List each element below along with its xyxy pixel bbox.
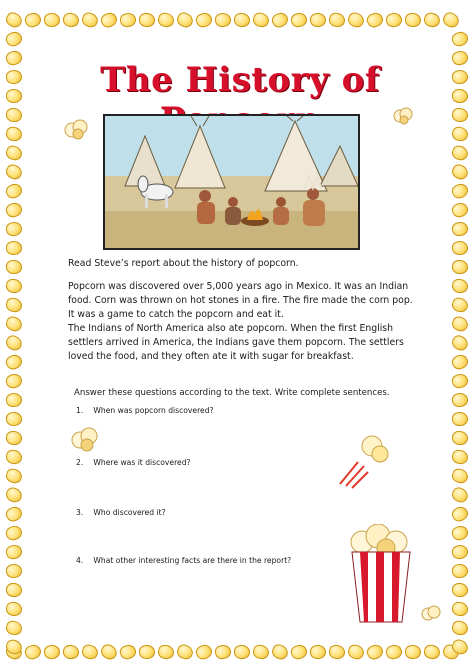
question-number: 1. [76, 406, 84, 415]
popcorn-kernel-icon [365, 10, 385, 29]
popcorn-kernel-icon [452, 89, 468, 104]
popcorn-kernel-icon [194, 11, 214, 30]
popcorn-kernel-icon [4, 504, 25, 524]
popcorn-kernel-icon [451, 240, 468, 256]
popcorn-kernel-icon [251, 11, 270, 29]
popcorn-kernel-icon [5, 69, 23, 86]
popcorn-kernel-icon [310, 12, 327, 27]
worksheet-title: The History of [100, 60, 380, 100]
popcorn-kernel-icon [4, 162, 24, 181]
popcorn-kernel-icon [4, 181, 25, 201]
popcorn-kernel-icon [346, 11, 366, 30]
popcorn-kernel-icon [450, 201, 470, 220]
popcorn-kernel-icon [5, 296, 24, 313]
popcorn-kernel-icon [234, 12, 251, 27]
popcorn-kernel-icon [194, 642, 215, 662]
popcorn-kernel-icon [4, 333, 25, 353]
popcorn-kernel-icon [5, 601, 22, 616]
popcorn-kernel-icon [450, 162, 471, 182]
popping-corn-icon [332, 432, 392, 490]
popcorn-kernel-icon [6, 431, 22, 446]
popcorn-kernel-icon [450, 504, 471, 524]
popcorn-kernel-icon [423, 644, 441, 661]
popcorn-kernel-icon [4, 29, 24, 48]
popcorn-kernel-icon [346, 643, 366, 661]
popcorn-kernel-icon [451, 125, 470, 142]
popcorn-kernel-icon [452, 260, 468, 274]
popcorn-kernel-icon [328, 644, 345, 659]
popcorn-kernel-icon [405, 645, 422, 660]
popcorn-kernel-icon [451, 619, 470, 636]
popcorn-kernel-icon [252, 643, 271, 660]
popcorn-kernel-icon [6, 108, 23, 123]
popcorn-kernel-icon [441, 10, 462, 30]
popcorn-kernel-icon [43, 644, 61, 661]
popcorn-kernel-icon [451, 107, 468, 122]
popcorn-kernel-icon [6, 583, 22, 598]
popcorn-kernel-icon [450, 467, 470, 485]
popcorn-kernel-icon [451, 69, 469, 85]
popcorn-kernel-icon [157, 11, 176, 28]
popcorn-kernel-icon [80, 11, 100, 30]
popcorn-kernel-icon [450, 333, 471, 353]
popcorn-kernel-icon [119, 11, 138, 28]
popcorn-kernel-icon [214, 643, 233, 660]
popcorn-kernel-icon [450, 144, 470, 162]
popcorn-kernel-icon [451, 449, 469, 466]
question-text: What other interesting facts are there in the report? [93, 556, 292, 565]
popcorn-kernel-icon [80, 643, 99, 661]
popcorn-kernel-icon [451, 392, 469, 409]
popcorn-kernel-icon [234, 645, 250, 659]
popcorn-kernel-icon [452, 583, 468, 597]
question-2 [76, 458, 191, 467]
popcorn-kernel-icon [4, 315, 24, 334]
question-3 [76, 508, 166, 517]
popcorn-kernel-icon [4, 372, 24, 390]
popcorn-kernel-icon [5, 411, 22, 426]
popcorn-kernel-icon [62, 12, 80, 28]
popcorn-kernel-icon [450, 485, 470, 504]
popcorn-kernel-icon [328, 12, 346, 28]
popcorn-kernel-icon [4, 220, 23, 238]
popcorn-kernel-icon [70, 426, 100, 452]
popcorn-kernel-icon [4, 201, 24, 220]
popcorn-kernel-icon [385, 11, 404, 28]
popcorn-kernel-icon [23, 11, 43, 29]
popcorn-kernel-icon [451, 601, 469, 617]
popcorn-kernel-icon [270, 10, 291, 30]
popcorn-kernel-icon [450, 296, 469, 314]
popcorn-kernel-icon [452, 430, 469, 445]
popcorn-kernel-icon [452, 412, 469, 427]
popcorn-kernel-icon [450, 372, 469, 390]
popcorn-kernel-icon [99, 642, 120, 662]
popcorn-kernel-icon [423, 11, 442, 28]
popcorn-kernel-icon [43, 12, 60, 28]
popcorn-kernel-icon [139, 13, 155, 27]
popcorn-kernel-icon [392, 106, 414, 126]
popcorn-kernel-icon [64, 118, 90, 140]
popcorn-kernel-icon [5, 240, 23, 256]
popcorn-kernel-icon [63, 645, 80, 660]
report-paragraph-1: Popcorn was discovered over 5,000 years ago in Mexico. It was an Indian food. Corn was thrown on hot stones in a fire. The fire made the corn pop. It was a game to catch the popcorn and eat it. [68, 281, 413, 320]
popcorn-kernel-icon [99, 10, 120, 30]
popcorn-kernel-icon [4, 485, 24, 504]
popcorn-kernel-icon [5, 619, 24, 636]
popcorn-kernel-icon [5, 391, 24, 408]
popcorn-kernel-icon [365, 642, 386, 662]
popcorn-kernel-icon [451, 220, 470, 237]
popcorn-kernel-icon [138, 644, 155, 659]
question-number: 3. [76, 508, 84, 517]
popcorn-kernel-icon [450, 524, 470, 543]
popcorn-kernel-icon [4, 352, 25, 372]
popcorn-kernel-icon [4, 144, 23, 162]
question-text: Who discovered it? [93, 508, 166, 517]
tepee-scene-illustration [103, 114, 360, 250]
popcorn-kernel-icon [309, 644, 327, 660]
question-4 [76, 556, 291, 565]
popcorn-kernel-icon [420, 604, 442, 624]
popcorn-kernel-icon [450, 181, 471, 201]
popcorn-kernel-icon [4, 543, 23, 561]
popcorn-kernel-icon [450, 315, 470, 334]
question-number: 2. [76, 458, 84, 467]
question-text: Where was it discovered? [93, 458, 191, 467]
popcorn-kernel-icon [4, 10, 25, 30]
popcorn-kernel-icon [451, 543, 470, 560]
popcorn-kernel-icon [6, 260, 22, 274]
popcorn-kernel-icon [23, 642, 43, 661]
popcorn-kernel-icon [451, 278, 469, 294]
popcorn-kernel-icon [450, 29, 470, 48]
popcorn-box-icon [346, 524, 416, 624]
popcorn-kernel-icon [5, 449, 23, 465]
popcorn-kernel-icon [5, 563, 23, 579]
popcorn-kernel-icon [5, 278, 22, 294]
intro-line: Read Steve’s report about the history of popcorn. [68, 258, 299, 269]
popcorn-kernel-icon [270, 642, 291, 662]
popcorn-kernel-icon [451, 563, 469, 579]
popcorn-kernel-icon [118, 643, 138, 661]
popcorn-kernel-icon [5, 126, 23, 143]
popcorn-kernel-icon [450, 49, 469, 67]
popcorn-kernel-icon [450, 352, 470, 371]
instructions: Answer these questions according to the text. Write complete sentences. [74, 388, 390, 398]
popcorn-kernel-icon [4, 467, 23, 485]
report-paragraph-2: The Indians of North America also ate popcorn. When the first English settlers arrived in America, the Indians gave them popcorn. The settlers loved the food, and they often ate it with sugar for breakfast. [68, 323, 404, 362]
question-text: When was popcorn discovered? [93, 406, 214, 415]
popcorn-kernel-icon [157, 644, 175, 660]
question-number: 4. [76, 556, 84, 565]
popcorn-kernel-icon [4, 49, 24, 67]
popcorn-kernel-icon [384, 643, 403, 661]
report-text [68, 280, 413, 364]
popcorn-kernel-icon [289, 643, 309, 662]
popcorn-kernel-icon [6, 88, 23, 103]
popcorn-kernel-icon [214, 12, 232, 28]
popcorn-kernel-icon [175, 10, 195, 29]
popcorn-kernel-icon [4, 523, 24, 542]
popcorn-kernel-icon [289, 11, 308, 29]
popcorn-kernel-icon [175, 643, 195, 662]
popcorn-kernel-icon [405, 13, 421, 27]
question-1 [76, 406, 214, 415]
